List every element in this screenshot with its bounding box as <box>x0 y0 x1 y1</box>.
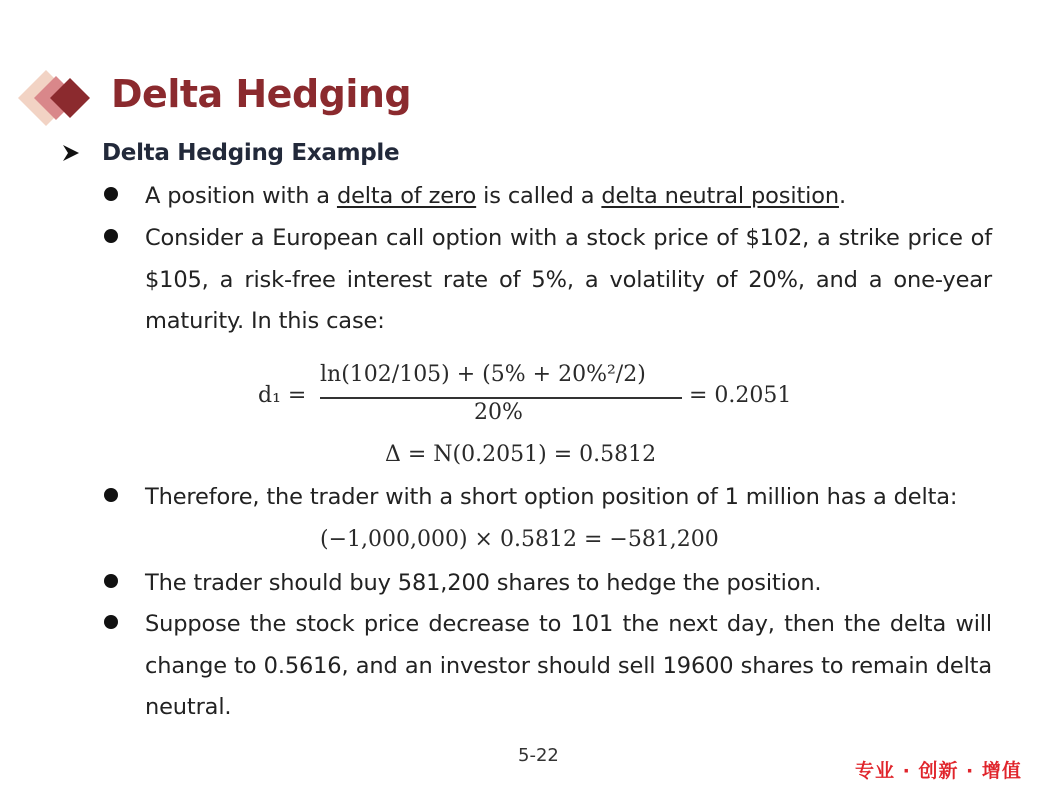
formula-d1-numerator: ln(102/105) + (5% + 20%²/2) <box>320 362 646 387</box>
formula-delta: Δ = N(0.2051) = 0.5812 <box>385 442 657 467</box>
bullet-text: The trader should buy 581,200 shares to hedge the position. <box>145 570 822 596</box>
bullet-dot-icon <box>104 574 118 588</box>
formula-d1-lhs: d₁ = <box>258 383 307 408</box>
fraction-bar <box>320 397 682 399</box>
formula-d1-rhs: = 0.2051 <box>689 383 792 408</box>
formula-position-delta: (−1,000,000) × 0.5812 = −581,200 <box>320 527 719 552</box>
footer-slogan: 专业 · 创新 · 增值 <box>855 760 1022 782</box>
bullet-dot-icon <box>104 488 118 502</box>
section-heading <box>62 140 399 166</box>
bullet-dot-icon <box>104 615 118 629</box>
bullet-dot-icon <box>104 229 118 243</box>
page-number: 5-22 <box>518 745 559 766</box>
formula-d1-denominator: 20% <box>474 400 523 425</box>
bullet-text: Suppose the stock price decrease to 101 the next day, then the delta will change to 0.5616, and an investor should sell 19600 shares to remain delta neutral. <box>145 611 992 720</box>
slide-title: Delta Hedging <box>111 72 412 116</box>
section-title: Delta Hedging Example <box>102 140 400 166</box>
arrowhead-bullet-icon <box>62 144 80 162</box>
bullet-text: Therefore, the trader with a short option position of 1 million has a delta: <box>145 484 958 510</box>
logo-diamonds-icon <box>18 70 98 126</box>
delta-of-zero-term: delta of zero <box>336 183 477 209</box>
bullet-dot-icon <box>104 187 118 201</box>
delta-neutral-position-term: delta neutral position <box>601 183 839 209</box>
bullet-text: Consider a European call option with a stock price of $102, a strike price of $105, a risk-free interest rate of 5%, a volatility of 20%, and a one-year maturity. In this case: <box>145 225 992 334</box>
bullet-text: A position with a delta of zero is called a delta neutral position. <box>145 183 846 209</box>
